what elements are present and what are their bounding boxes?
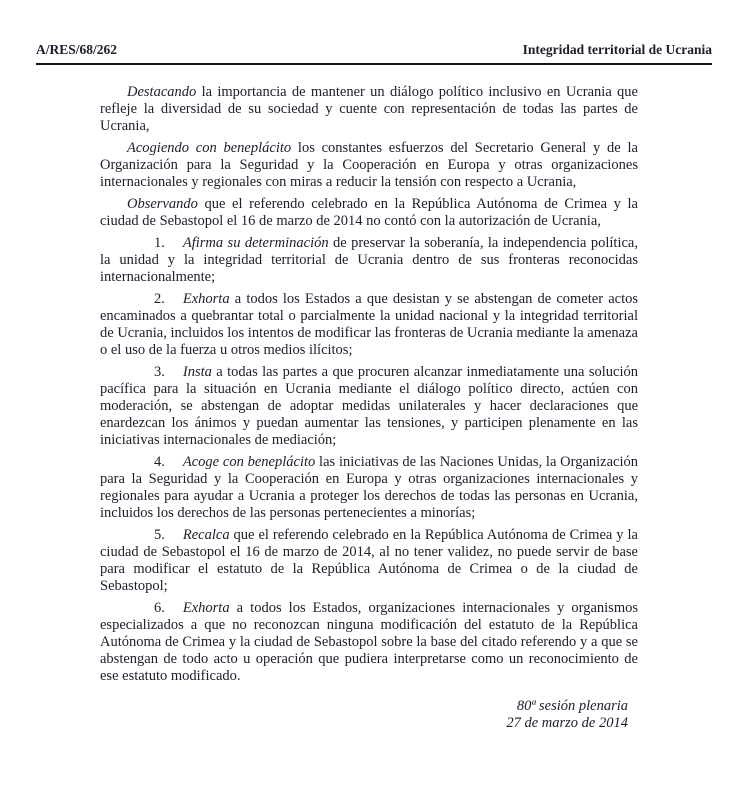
operative-paragraph (100, 235, 638, 286)
closing-block (100, 698, 638, 732)
paragraph-number: 1. (154, 235, 165, 251)
date-line: 27 de marzo de 2014 (506, 715, 628, 731)
operative-paragraph (100, 364, 638, 449)
lead-phrase: Afirma su determinación (182, 235, 329, 251)
operative-paragraph (100, 600, 638, 685)
preamble-paragraph (100, 84, 638, 135)
lead-phrase: Exhorta (182, 291, 230, 307)
paragraph-text: a todos los Estados, organizaciones internacionales y organismos especializados a que no reconozcan ninguna modificación del estatuto de la República Autónoma de Crimea y la ciudad de Sebastopol sobre la base del citado referendo y a que se abstengan de todo acto u operación que pudiera interpretarse como un reconocimiento de ese estatuto modificado. (100, 600, 638, 684)
paragraph-number: 3. (154, 364, 165, 380)
paragraph-text: los constantes esfuerzos del Secretario General y de la Organización para la Seguridad y la Cooperación en Europa y otras organizaciones internacionales y regionales con miras a reducir la tensión con respecto a Ucrania, (100, 140, 638, 190)
paragraph-text: la importancia de mantener un diálogo político inclusivo en Ucrania que refleje la diversidad de su sociedad y cuente con representación de todas las partes de Ucrania, (100, 84, 638, 134)
paragraph-number: 4. (154, 454, 165, 470)
lead-phrase: Destacando (127, 84, 197, 100)
paragraph-text: las iniciativas de las Naciones Unidas, la Organización para la Seguridad y la Cooperación en Europa y otras organizaciones internacionales y regionales para ayudar a Ucrania a proteger los derechos de todas las personas en Ucrania, incluidos los derechos de las personas pertenecientes a minorías; (100, 454, 639, 521)
lead-phrase: Acoge con beneplácito (182, 454, 316, 470)
lead-phrase: Exhorta (182, 600, 230, 616)
paragraph-number: 6. (154, 600, 165, 616)
lead-phrase: Observando (127, 196, 198, 212)
session-line: 80ª sesión plenaria (516, 698, 628, 714)
lead-phrase: Recalca (182, 527, 230, 543)
operative-paragraph (100, 454, 638, 522)
document-title: Integridad territorial de Ucrania (522, 42, 712, 57)
paragraph-number: 2. (154, 291, 165, 307)
paragraph-text: a todas las partes a que procuren alcanzar inmediatamente una solución pacífica para la situación en Ucrania mediante el diálogo político directo, actúen con moderación, se abstengan de adoptar medidas unilaterales y hacer declaraciones que enardezcan los ánimos y puedan aumentar las tensiones, y participen plenamente en las iniciativas internacionales de mediación; (100, 364, 638, 448)
operative-paragraph (100, 527, 638, 595)
paragraph-text: que el referendo celebrado en la República Autónoma de Crimea y la ciudad de Sebastopol el 16 de marzo de 2014 no contó con la autorización de Ucrania, (100, 196, 638, 229)
document-symbol: A/RES/68/262 (36, 42, 118, 57)
preamble-paragraph (100, 140, 638, 191)
resolution-body (100, 84, 638, 732)
lead-phrase: Acogiendo con beneplácito (127, 140, 292, 156)
paragraph-number: 5. (154, 527, 165, 543)
document-header (36, 42, 712, 65)
paragraph-text: a todos los Estados a que desistan y se abstengan de cometer actos encaminados a quebrantar total o parcialmente la unidad nacional y la integridad territorial de Ucrania, incluidos los intentos de modificar las fronteras de Ucrania mediante la amenaza o el uso de la fuerza u otros medios ilícitos; (100, 291, 638, 358)
operative-paragraph (100, 291, 638, 359)
paragraph-text: que el referendo celebrado en la República Autónoma de Crimea y la ciudad de Sebastopol el 16 de marzo de 2014, al no tener validez, no puede servir de base para modificar el estatuto de la República Autónoma de Crimea o de la ciudad de Sebastopol; (100, 527, 638, 594)
lead-phrase: Insta (182, 364, 212, 380)
paragraph-text: de preservar la soberanía, la independencia política, la unidad y la integridad territorial de Ucrania dentro de sus fronteras reconocidas internacionalmente; (100, 235, 638, 285)
preamble-paragraph (100, 196, 638, 230)
